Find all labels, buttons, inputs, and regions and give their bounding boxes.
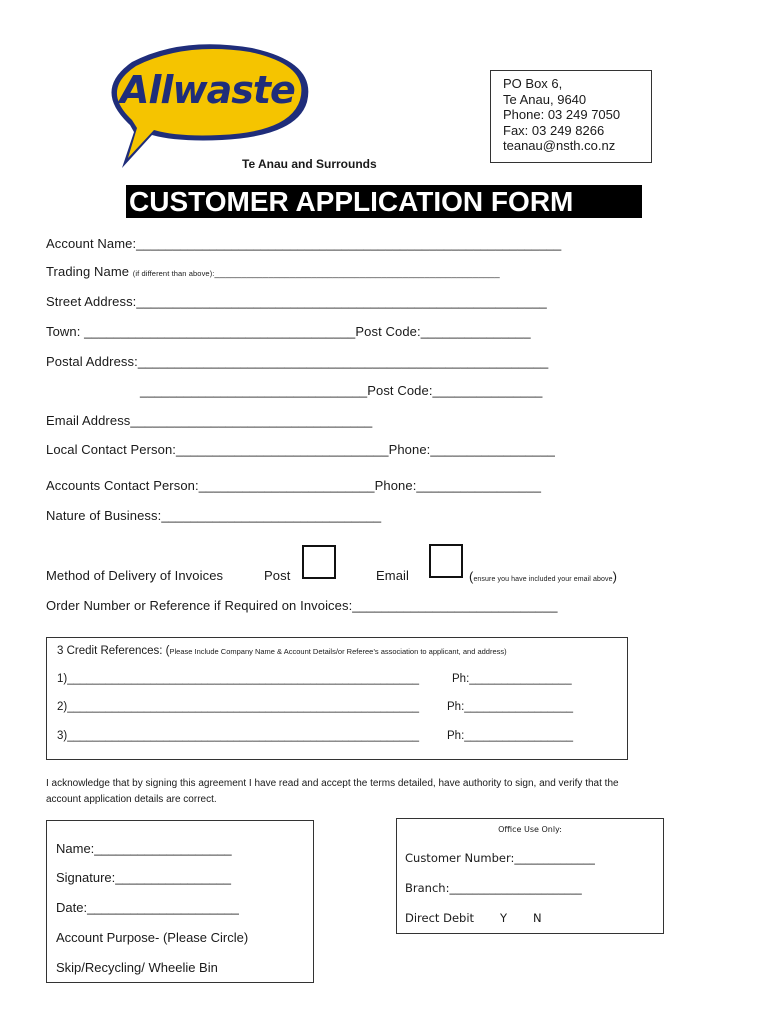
account-purpose-label: Account Purpose- (Please Circle) (56, 930, 249, 945)
direct-debit-no[interactable]: N (533, 911, 542, 925)
street-address-field[interactable]: Street Address:________________________________________________________ (46, 294, 547, 309)
allwaste-logo (92, 40, 322, 175)
acknowledgement-line: account application details are correct. (46, 794, 217, 805)
speech-bubble-icon (92, 40, 322, 175)
contact-phone: Phone: 03 249 7050 (503, 107, 621, 122)
email-option-label: Email (376, 568, 410, 583)
signature-box (46, 820, 314, 983)
post-option-label: Post (264, 568, 291, 583)
delivery-method-label: Method of Delivery of Invoices (46, 568, 224, 583)
trading-name-note: (if different than above): (132, 269, 215, 278)
form-title (126, 185, 642, 218)
contact-email: teanau@nsth.co.nz (503, 138, 616, 153)
nature-business-field[interactable]: Nature of Business:______________________________ (46, 508, 382, 523)
account-purpose-options[interactable]: Skip/Recycling/ Wheelie Bin (56, 960, 218, 975)
direct-debit-label: Direct Debit (405, 911, 475, 925)
brand-name: Allwaste (120, 68, 295, 112)
branch-field[interactable]: Branch:_______________________ (405, 881, 582, 895)
credit-ref-phone[interactable]: Ph:________________ (452, 673, 572, 685)
email-note-close: ) (612, 569, 618, 584)
postal-address-line2[interactable]: _______________________________Post Code:_______________ (140, 383, 543, 398)
trading-name-label: Trading Name (46, 264, 133, 279)
credit-ref-row[interactable] (57, 701, 419, 713)
credit-ref-phone[interactable]: Ph:_________________ (447, 730, 573, 742)
email-note (469, 569, 617, 584)
email-note-text: ensure you have included your email above (473, 576, 613, 583)
direct-debit-yes[interactable]: Y (500, 911, 508, 925)
form-title-text: CUSTOMER APPLICATION FORM (129, 186, 574, 217)
credit-heading-note: Please Include Company Name & Account Details/or Referee’s association to applicant, and address) (169, 647, 507, 656)
credit-ref-row[interactable] (57, 673, 419, 685)
signer-name-field[interactable]: Name:___________________ (56, 841, 232, 856)
credit-ref-line[interactable]: 2)_______________________________________________________ (57, 701, 419, 713)
contact-fax: Fax: 03 249 8266 (503, 122, 605, 138)
email-address-field[interactable]: Email Address_________________________________ (46, 413, 373, 428)
contact-box (490, 70, 652, 163)
credit-ref-phone[interactable]: Ph:_________________ (447, 701, 573, 713)
town-field[interactable]: Town: _____________________________________Post Code:_______________ (46, 324, 531, 339)
contact-line: Te Anau, 9640 (503, 91, 587, 107)
office-use-box (396, 818, 664, 934)
credit-references-box (46, 637, 628, 760)
postal-address-field[interactable]: Postal Address:________________________________________________________ (46, 354, 549, 369)
accounts-contact-field[interactable]: Accounts Contact Person:________________________Phone:_________________ (46, 478, 542, 493)
order-number-field[interactable]: Order Number or Reference if Required on Invoices:____________________________ (46, 598, 558, 613)
local-contact-field[interactable]: Local Contact Person:_____________________________Phone:_________________ (46, 442, 555, 457)
contact-line: PO Box 6, (503, 76, 563, 91)
date-field[interactable]: Date:_____________________ (56, 900, 239, 915)
post-checkbox[interactable] (302, 545, 336, 579)
account-name-field[interactable]: Account Name:__________________________________________________________ (46, 236, 562, 251)
credit-heading-text: 3 Credit References: ( (57, 645, 170, 657)
acknowledgement-line: I acknowledge that by signing this agreement I have read and accept the terms detailed, have authority to sign, and verify that the (46, 778, 619, 789)
acknowledgement-text (46, 776, 619, 808)
trading-name-line: _____________________________________________________ (214, 268, 500, 279)
email-checkbox[interactable] (429, 544, 463, 578)
credit-references-heading (57, 645, 507, 657)
trading-name-field[interactable] (46, 264, 500, 279)
credit-ref-row[interactable] (57, 730, 419, 742)
signature-field[interactable]: Signature:________________ (56, 870, 231, 885)
credit-ref-line[interactable]: 1)_______________________________________________________ (57, 673, 419, 685)
tagline: Te Anau and Surrounds (242, 157, 377, 171)
office-use-heading: Office Use Only: (498, 825, 562, 834)
credit-ref-line[interactable]: 3)_______________________________________________________ (57, 730, 419, 742)
customer-number-field[interactable]: Customer Number:______________ (405, 851, 595, 865)
email-note-open: ( (469, 569, 474, 584)
